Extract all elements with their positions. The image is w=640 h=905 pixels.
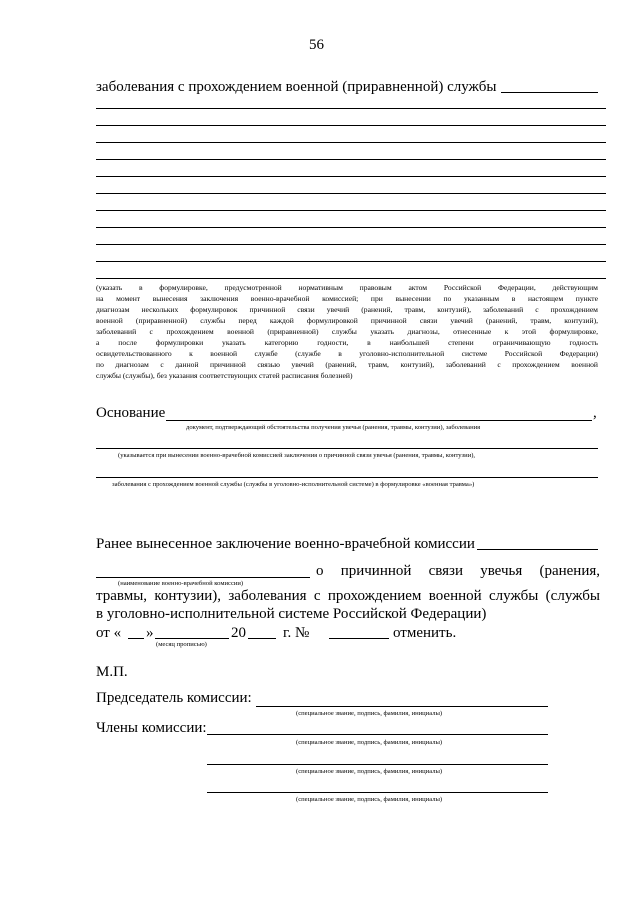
causal-line-2: травмы, контузии), заболевания с прохождением военной службы (службы bbox=[96, 588, 600, 604]
note-line: (указать в формулировке, предусмотренной нормативным правовым актом Российской Федерации, действующим bbox=[96, 283, 598, 292]
basis-caption: документ, подтверждающий обстоятельства получения увечья (ранения, травмы, контузии), заболевания bbox=[186, 424, 481, 431]
member-caption-1: (специальное звание, подпись, фамилия, инициалы) bbox=[296, 739, 443, 746]
basis-comma: , bbox=[593, 405, 597, 421]
blank-line bbox=[96, 176, 606, 177]
member-caption-2: (специальное звание, подпись, фамилия, инициалы) bbox=[296, 768, 443, 775]
blank-line bbox=[96, 210, 606, 211]
commission-caption: (наименование военно-врачебной комиссии) bbox=[118, 580, 244, 587]
instruction-note bbox=[96, 282, 598, 381]
date-quote: » bbox=[146, 625, 154, 641]
date-g-no: г. № bbox=[283, 625, 310, 641]
blank-line bbox=[96, 193, 606, 194]
member-blank-3 bbox=[207, 792, 548, 793]
chairman-label: Председатель комиссии: bbox=[96, 690, 252, 706]
note-line: а после формулировки указать категорию годности, в наибольшей степени ограничивающую годность bbox=[96, 338, 598, 347]
basis-label: Основание bbox=[96, 405, 166, 421]
blank-line bbox=[96, 227, 606, 228]
month-blank bbox=[155, 638, 229, 639]
note-line: по диагнозам с данной причинной связью увечий (ранений, травм, контузий), заболеваний с прохождением военной bbox=[96, 360, 598, 369]
basis-blank-2 bbox=[96, 448, 598, 449]
top-line-text: заболевания с прохождением военной (приравненной) службы bbox=[96, 79, 497, 95]
stamp-placeholder: М.П. bbox=[96, 664, 128, 680]
day-blank bbox=[128, 638, 144, 639]
note-line: заболеваний с прохождением военной (приравненной) службы указать диагнозы, отнесенные к этой формулировке, bbox=[96, 327, 598, 336]
word: (ранения, bbox=[539, 563, 600, 579]
top-line-blank bbox=[501, 92, 598, 93]
member-caption-3: (специальное звание, подпись, фамилия, инициалы) bbox=[296, 796, 443, 803]
causal-line-1 bbox=[316, 563, 600, 580]
blank-line bbox=[96, 142, 606, 143]
commission-blank bbox=[96, 577, 310, 578]
causal-line-3: в уголовно-исполнительной системе Российской Федерации) bbox=[96, 606, 487, 622]
note-line: диагнозам нескольких формулировок причинной связи увечий (ранений, травм, контузий), заболеваний с прохождением bbox=[96, 305, 598, 314]
note-line: освидетельствованного к военной службе (службе в уголовно-исполнительной системе Российской Федерации) bbox=[96, 349, 598, 358]
basis-caption-3: заболевания с прохождением военной службы (службы в уголовно-исполнительной системе) в формулировке «военная травма») bbox=[112, 481, 475, 488]
note-line: на момент вынесения заключения военно-врачебной комиссией; при вынесении по указанным в настоящем пункте bbox=[96, 294, 598, 303]
basis-blank-3 bbox=[96, 477, 598, 478]
month-caption: (месяц прописью) bbox=[156, 641, 207, 648]
basis-caption-2: (указывается при вынесении военно-врачебной комиссией заключения о причинной связи увечья (ранения, травмы, контузии), bbox=[118, 452, 476, 459]
blank-line bbox=[96, 125, 606, 126]
blank-line bbox=[96, 159, 606, 160]
word: увечья bbox=[480, 563, 523, 579]
cancel-word: отменить. bbox=[393, 625, 457, 641]
date-from: от « bbox=[96, 625, 122, 641]
word: связи bbox=[428, 563, 463, 579]
chairman-blank bbox=[256, 706, 548, 707]
date-year-prefix: 20 bbox=[231, 625, 246, 641]
blank-line bbox=[96, 244, 606, 245]
members-label: Члены комиссии: bbox=[96, 720, 207, 736]
chairman-caption: (специальное звание, подпись, фамилия, инициалы) bbox=[296, 710, 443, 717]
word: причинной bbox=[340, 563, 412, 579]
note-line: военной (приравненной) службы перед каждой формулировкой причинной связи увечий (ранений, травм, контузий), bbox=[96, 316, 598, 325]
basis-blank bbox=[166, 420, 592, 421]
previous-heading: Ранее вынесенное заключение военно-врачебной комиссии bbox=[96, 536, 475, 552]
page-number: 56 bbox=[309, 37, 324, 53]
previous-heading-blank bbox=[477, 549, 598, 550]
note-line: службы (службы), без указания соответствующих статей расписания болезней) bbox=[96, 371, 353, 380]
blank-line bbox=[96, 108, 606, 109]
word: о bbox=[316, 563, 324, 579]
member-blank-1 bbox=[207, 734, 548, 735]
member-blank-2 bbox=[207, 764, 548, 765]
number-blank bbox=[329, 638, 389, 639]
blank-line bbox=[96, 278, 606, 279]
blank-line bbox=[96, 261, 606, 262]
year-blank bbox=[248, 638, 276, 639]
